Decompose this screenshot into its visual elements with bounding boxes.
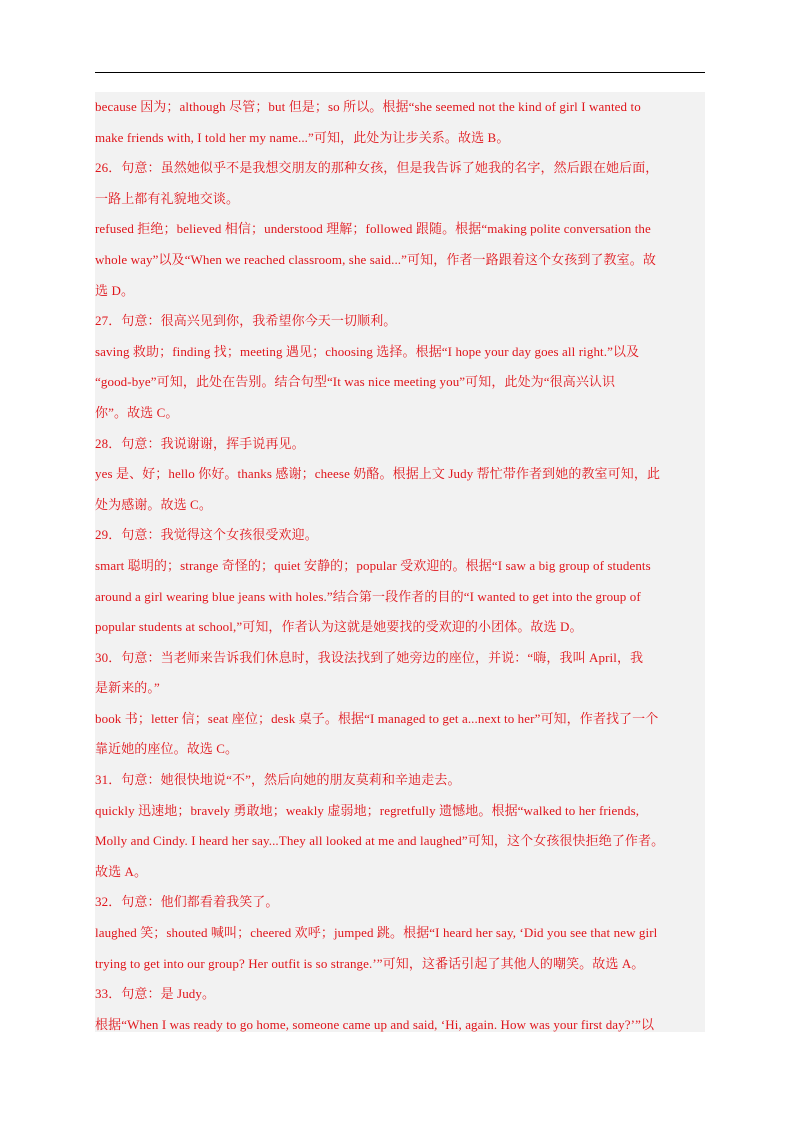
text-line: laughed 笑；shouted 喊叫；cheered 欢呼；jumped 跳。根据“I heard her say, ‘Did you see that new girl xyxy=(95,925,658,941)
text-line: whole way”以及“When we reached classroom, she said...”可知，作者一路跟着这个女孩到了教室。故 xyxy=(95,251,656,267)
text-line: 27．句意：很高兴见到你，我希望你今天一切顺利。 xyxy=(95,313,397,329)
text-line: yes 是、好；hello 你好。thanks 感谢；cheese 奶酪。根据上文 Judy 帮忙带作者到她的教室可知，此 xyxy=(95,466,661,482)
header-rule xyxy=(95,72,705,73)
text-line: around a girl wearing blue jeans with holes.”结合第一段作者的目的“I wanted to get into the group of xyxy=(95,588,641,604)
text-line: 根据“When I was ready to go home, someone came up and said, ‘Hi, again. How was your first day?’”以 xyxy=(95,1016,655,1032)
text-line: 一路上都有礼貌地交谈。 xyxy=(95,190,240,206)
text-line: 28．句意：我说谢谢，挥手说再见。 xyxy=(95,435,305,451)
text-line: make friends with, I told her my name...”可知，此处为让步关系。故选 B。 xyxy=(95,129,510,145)
text-line: smart 聪明的；strange 奇怪的；quiet 安静的；popular 受欢迎的。根据“I saw a big group of students xyxy=(95,557,651,573)
text-line: 是新来的。” xyxy=(95,680,160,696)
text-line: 31．句意：她很快地说“不”，然后向她的朋友莫莉和辛迪走去。 xyxy=(95,772,461,788)
text-line: refused 拒绝；believed 相信；understood 理解；followed 跟随。根据“making polite conversation the xyxy=(95,221,651,237)
text-line: trying to get into our group? Her outfit is so strange.’”可知，这番话引起了其他人的嘲笑。故选 A。 xyxy=(95,955,645,971)
text-line: because 因为；although 尽管；but 但是；so 所以。根据“she seemed not the kind of girl I wanted to xyxy=(95,99,641,114)
text-line: 处为感谢。故选 C。 xyxy=(95,496,212,512)
text-line: 33．句意：是 Judy。 xyxy=(95,986,216,1002)
text-line: “good-bye”可知，此处在告别。结合句型“It was nice meeting you”可知，此处为“很高兴认识 xyxy=(95,374,616,390)
text-line: 故选 A。 xyxy=(95,863,148,879)
text-line: 32．句意：他们都看着我笑了。 xyxy=(95,894,279,910)
text-line: 29．句意：我觉得这个女孩很受欢迎。 xyxy=(95,527,318,543)
text-line: Molly and Cindy. I heard her say...They all looked at me and laughed”可知，这个女孩很快拒绝了作者。 xyxy=(95,833,665,849)
answer-explanation-body xyxy=(95,92,705,1032)
text-line: book 书；letter 信；seat 座位；desk 桌子。根据“I managed to get a...next to her”可知，作者找了一个 xyxy=(95,710,659,726)
text-line: popular students at school,”可知，作者认为这就是她要找的受欢迎的小团体。故选 D。 xyxy=(95,619,583,635)
text-line: quickly 迅速地；bravely 勇敢地；weakly 虚弱地；regretfully 遗憾地。根据“walked to her friends, xyxy=(95,802,640,818)
text-line: 26．句意：虽然她似乎不是我想交朋友的那种女孩，但是我告诉了她我的名字，然后跟在她后面， xyxy=(95,160,659,176)
text-line: 选 D。 xyxy=(95,282,135,298)
text-line: 你”。故选 C。 xyxy=(95,404,179,420)
text-line: 30．句意：当老师来告诉我们休息时，我设法找到了她旁边的座位，并说：“嗨，我叫 April，我 xyxy=(95,649,644,665)
text-line: saving 救助；finding 找；meeting 遇见；choosing 选择。根据“I hope your day goes all right.”以及 xyxy=(95,343,640,359)
text-line: 靠近她的座位。故选 C。 xyxy=(95,741,239,757)
